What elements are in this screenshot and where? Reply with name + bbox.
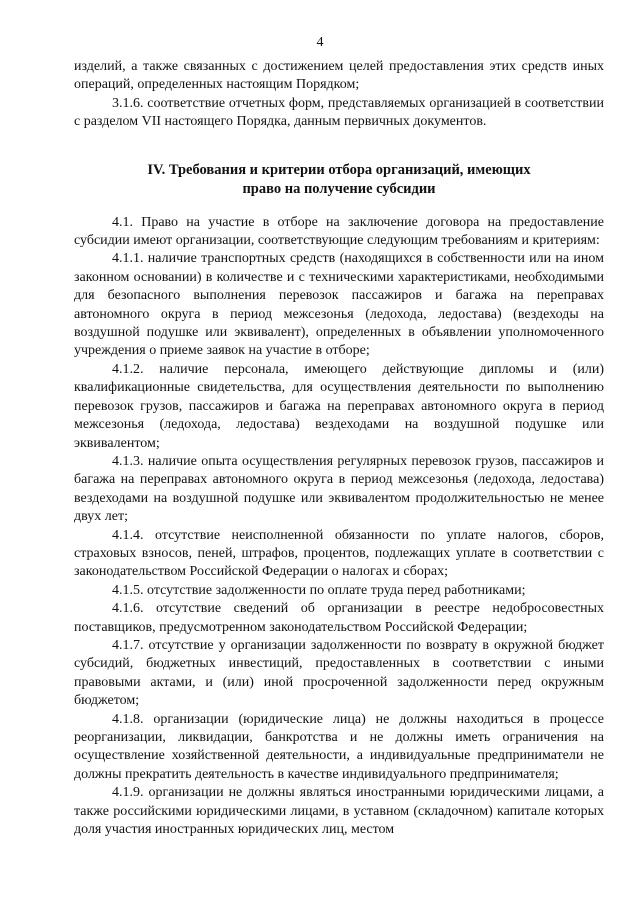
paragraph-3-1-6: 3.1.6. соответствие отчетных форм, представляемых организацией в соответствии с разделом VII настоящего Порядка, данным первичных документов. [74, 95, 604, 130]
section-title-line-2: право на получение субсидии [242, 180, 436, 197]
paragraph-4-1-6: 4.1.6. отсутствие сведений об организации в реестре недобросовестных поставщиков, предусмотренном законодательством Российской Федерации; [74, 601, 604, 635]
paragraph-4-1-2: 4.1.2. наличие персонала, имеющего действующие дипломы и (или) квалификационные свидетельства, для осуществления деятельности по выполнению перевозок грузов, пассажиров и багажа на переправах автономного округа в период межсезонья (ледохода, ледостава) вездеходами на воздушной подушке или эквивалентом; [74, 361, 604, 451]
paragraph-4-1-3: 4.1.3. наличие опыта осуществления регулярных перевозок грузов, пассажиров и багажа на переправах автономного округа в период межсезонья (ледохода, ледостава) вездеходами на воздушной подушке или эквивалентом продолжительностью не менее двух лет; [74, 453, 604, 525]
document-body [74, 58, 604, 839]
paragraph-4-1-1: 4.1.1. наличие транспортных средств (находящихся в собственности или на ином законном основании) в количестве и с техническими характеристиками, необходимыми для безопасного выполнения перевозок пассажиров и багажа на переправах автономного округа в период межсезонья (ледохода, ледостава) (вездеходы на воздушной подушке или эквивалент), определенных в объявлении уполномоченного учреждения о приеме заявок на участие в отборе; [74, 251, 604, 359]
section-title [74, 161, 604, 199]
page-number: 4 [316, 35, 324, 50]
paragraph-4-1-5: 4.1.5. отсутствие задолженности по оплате труда перед работниками; [112, 582, 526, 598]
paragraph-4-1-9: 4.1.9. организации не должны являться иностранными юридическими лицами, а также российскими юридическими лицами, в уставном (складочном) капитале которых доля участия иностранных юридических лиц, местом [74, 785, 604, 838]
paragraph-4-1-7: 4.1.7. отсутствие у организации задолженности по возврату в окружной бюджет субсидий, бюджетных инвестиций, предоставленных в соответствии с иными правовыми актами, и (или) иной просроченной задолженности перед окружным бюджетом; [74, 637, 604, 709]
paragraph-continuation: изделий, а также связанных с достижением целей предоставления этих средств иных операций, определенных настоящим Порядком; [74, 59, 604, 93]
paragraph-4-1-8: 4.1.8. организации (юридические лица) не должны находиться в процессе реорганизации, ликвидации, банкротства и не должны иметь ограничения на осуществление хозяйственной деятельности, а индивидуальные предприниматели не должны прекратить деятельность в качестве индивидуального предпринимателя; [74, 711, 604, 782]
paragraph-4-1-4: 4.1.4. отсутствие неисполненной обязанности по уплате налогов, сборов, страховых взносов, пеней, штрафов, процентов, подлежащих уплате в соответствии с законодательством Российской Федерации о налогах и сборах; [74, 527, 604, 580]
section-title-line-1: IV. Требования и критерии отбора организаций, имеющих [147, 161, 531, 178]
paragraph-4-1: 4.1. Право на участие в отборе на заключение договора на предоставление субсидии имеют организации, соответствующие следующим требованиям и критериям: [74, 214, 604, 249]
